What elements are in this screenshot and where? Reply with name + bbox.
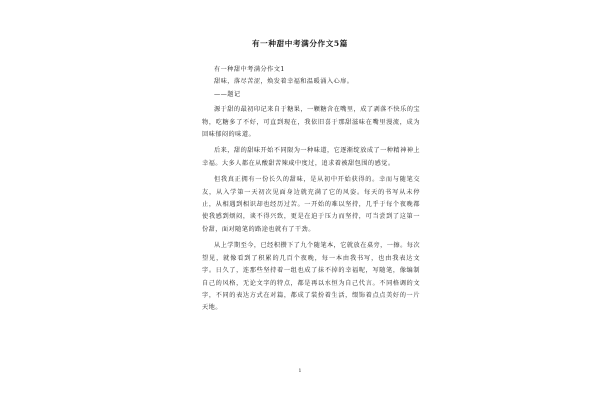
- article-subtitle: 有一种甜中考满分作文1: [214, 66, 285, 73]
- document-body: [202, 64, 420, 319]
- paragraph: 源于甜的最初印记来自于糖果，一颗糖含在嘴里，成了剥落不快乐的宝物，吃糖多了不好，可直到现在，我依旧喜于那甜滋味在嘴里漫流，成为回味郁闷的味道。: [202, 106, 420, 139]
- paragraph: 但我真正拥有一份长久的甜味，是从初中开始获得的。幸而与随笔交友，从入学第一天初次见面身边就充满了它的风姿。每天的书写从未停止，从相遇到相识却也经历过苦。一开始的难以坚持，几乎于每个夜晚都使我感到烦闷，谈不得兴致，更是在迫于压力而坚持，可当尝到了这第一份甜，面对随笔的路途也就有了干劲。: [202, 176, 420, 233]
- epigraph-attribution: ——题记: [214, 90, 241, 98]
- document-title: 有一种甜中考满分作文5篇: [251, 39, 348, 48]
- paragraph: 从上学期至今，已经积攒下了九个随笔本，它就放在桌旁，一擦。每次望见，就像看到了积累的几百个夜晚，每一本由我书写，也由我表达文字。日久了，连那些坚持着一组也成了抹不掉的幸福呢，写随笔，像编制自己的风格，无论文字的特点，都是再以水恒为自己代言。不同格调的文字，不同的表达方式在对篇，都成了装扮着生活，缀饰着点点美好的一片天地。: [202, 242, 420, 312]
- epigraph-text: 甜味，落尽苦涩，焕发着幸福和温暖涌入心扉。: [214, 78, 354, 86]
- page-number: 1: [298, 368, 302, 374]
- paragraph: 后来，甜的甜味开始不同限为一种味道，它逐渐绽放成了一种精神神上幸福。大多人都在从酸甜苦辣咸中度过，追求着被甜包围的感觉。: [202, 147, 420, 167]
